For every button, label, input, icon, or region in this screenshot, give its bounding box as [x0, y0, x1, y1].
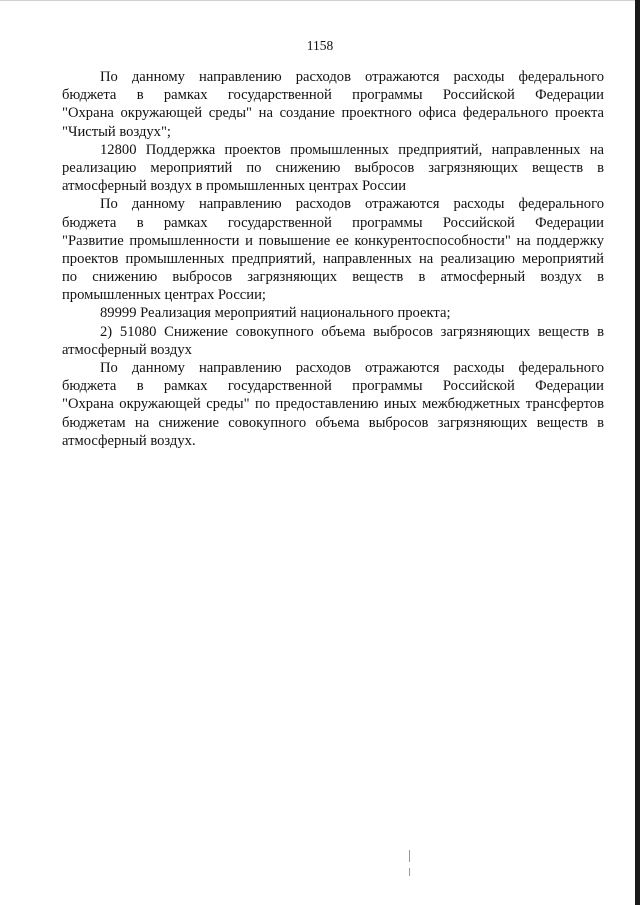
text-line: По данному направлению расходов отражаются расходы федерального	[100, 360, 604, 376]
text-line: "Чистый воздух";	[62, 123, 171, 140]
paragraph	[62, 195, 604, 304]
body-text	[62, 68, 604, 450]
text-line: бюджета в рамках государственной программы Российской Федерации	[62, 87, 604, 104]
paragraph	[62, 359, 604, 450]
text-line: бюджета в рамках государственной программы Российской Федерации	[62, 378, 604, 395]
paragraph	[62, 304, 604, 322]
text-line: По данному направлению расходов отражаются расходы федерального	[100, 196, 604, 213]
text-line: атмосферный воздух	[62, 341, 192, 358]
text-line: атмосферный воздух в промышленных центрах России	[62, 178, 407, 195]
text-line: бюджета в рамках государственной программы Российской Федерации	[62, 214, 604, 231]
text-line: промышленных центрах России;	[62, 287, 266, 304]
text-line: "Развитие промышленности и повышение ее конкурентоспособности" на поддержку	[62, 232, 604, 249]
text-line: 2) 51080 Снижение совокупного объема выбросов загрязняющих веществ в	[100, 323, 604, 340]
text-line: По данному направлению расходов отражаются расходы федерального	[100, 69, 604, 85]
text-line: бюджетам на снижение совокупного объема выбросов загрязняющих веществ в	[62, 414, 604, 431]
text-line: реализацию мероприятий по снижению выбросов загрязняющих веществ в	[62, 159, 604, 176]
text-line: атмосферный воздух.	[62, 432, 196, 449]
paragraph	[62, 141, 604, 196]
paragraph	[62, 68, 604, 141]
text-line: по снижению выбросов загрязняющих веществ в атмосферный воздух в	[62, 269, 604, 286]
text-line: проектов промышленных предприятий, направленных на реализацию мероприятий	[62, 250, 604, 267]
scan-top-edge	[0, 0, 640, 1]
text-line: 12800 Поддержка проектов промышленных предприятий, направленных на	[100, 141, 604, 158]
scan-speck	[409, 868, 410, 876]
page-number: 1158	[306, 38, 334, 53]
paragraph	[62, 323, 604, 359]
text-line: "Охрана окружающей среды" по предоставлению иных межбюджетных трансфертов	[62, 396, 604, 413]
scan-speck	[409, 850, 410, 862]
text-line: "Охрана окружающей среды" на создание проектного офиса федерального проекта	[62, 105, 604, 122]
scan-right-edge	[635, 0, 640, 905]
text-line: 89999 Реализация мероприятий национального проекта;	[100, 305, 451, 322]
